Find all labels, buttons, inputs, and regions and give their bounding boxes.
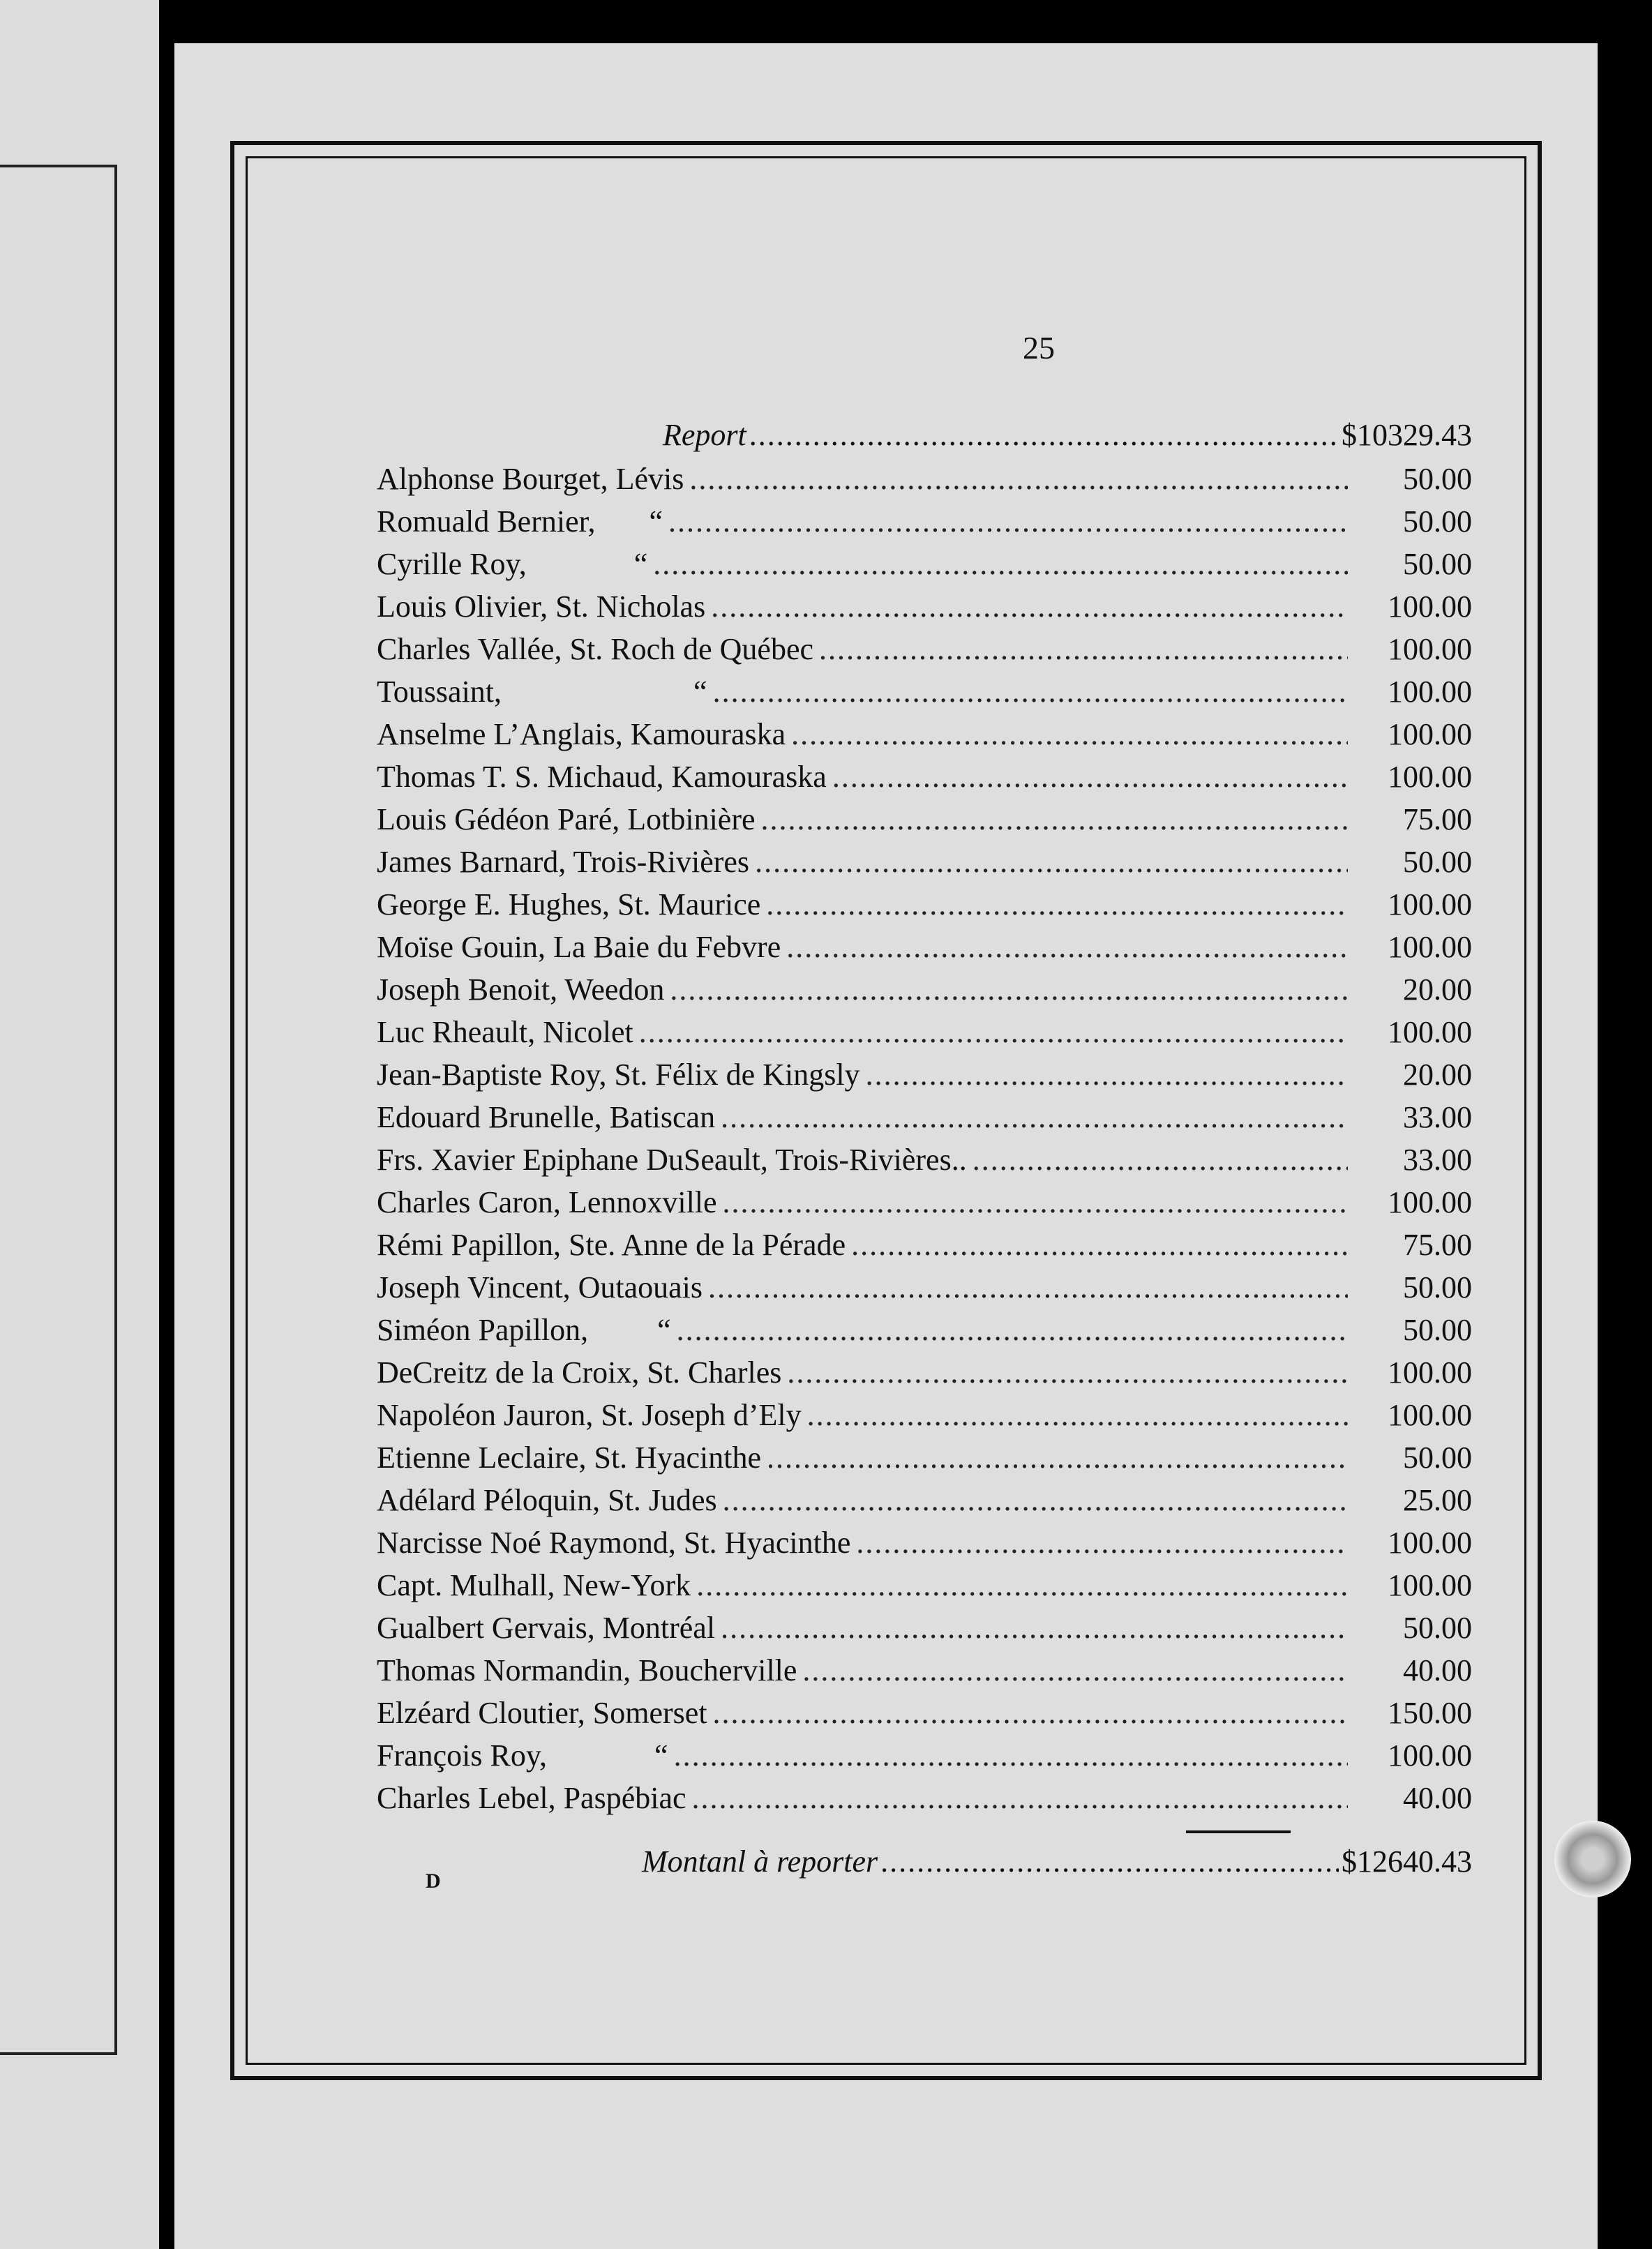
list-item [377,670,1472,713]
dot-leader [713,670,1348,713]
report-amount: $10329.43 [1342,418,1472,452]
dot-leader [696,1564,1348,1607]
dot-leader [713,1692,1348,1734]
contributor-name: Gualbert Gervais, Montréal [377,1611,716,1645]
list-item [377,1394,1472,1436]
contributor-name: Thomas Normandin, Boucherville [377,1653,797,1687]
contributor-name: Charles Vallée, St. Roch de Québec [377,632,814,666]
list-item [377,1011,1472,1053]
list-item [377,1266,1472,1309]
dot-leader [723,1181,1348,1224]
contribution-amount: 100.00 [1388,1568,1472,1602]
dot-leader [749,413,1339,458]
page-number: 25 [1023,330,1055,366]
contribution-amount: 33.00 [1403,1100,1472,1134]
total-rule [1186,1830,1291,1833]
dot-leader [786,926,1348,968]
contribution-amount: 100.00 [1388,675,1472,709]
dot-leader [721,1607,1348,1649]
dot-leader [791,713,1348,755]
total-label: Montanl à reporter [642,1844,878,1879]
contribution-amount: 100.00 [1388,760,1472,794]
contributor-name: Narcisse Noé Raymond, St. Hyacinthe [377,1526,851,1560]
contributor-name: Joseph Benoit, Weedon [377,972,665,1007]
contribution-amount: 40.00 [1403,1653,1472,1687]
contributor-name: Alphonse Bourget, Lévis [377,462,684,496]
dot-leader [639,1011,1348,1053]
top-spacer [377,280,1472,413]
dot-leader [880,1837,1339,1886]
contributor-name: Rémi Papillon, Ste. Anne de la Pérade [377,1228,846,1262]
dot-leader [802,1649,1348,1692]
dot-leader [755,841,1348,883]
list-item [377,1138,1472,1181]
contribution-amount: 100.00 [1388,1738,1472,1773]
contributor-name: Napoléon Jauron, St. Joseph d’Ely [377,1398,802,1432]
contributor-name: Jean-Baptiste Roy, St. Félix de Kingsly [377,1058,860,1092]
contributor-name: Frs. Xavier Epiphane DuSeault, Trois-Rivières.. [377,1143,967,1177]
list-item [377,500,1472,543]
report-label: Report [663,418,746,452]
list-item [377,1224,1472,1266]
contribution-amount: 33.00 [1403,1143,1472,1177]
contribution-amount: 50.00 [1403,1441,1472,1475]
contributor-name: Elzéard Cloutier, Somerset [377,1696,707,1730]
contribution-amount: 150.00 [1388,1696,1472,1730]
contribution-amount: 100.00 [1388,1398,1472,1432]
facing-page-border [0,165,117,2055]
dot-leader [674,1734,1348,1777]
contributor-name: Luc Rheault, Nicolet [377,1015,633,1049]
page-sheet [174,43,1598,2249]
list-item [377,755,1472,798]
list-item [377,543,1472,585]
contributor-list [377,458,1472,1819]
contribution-amount: 100.00 [1388,1015,1472,1049]
contributor-name: Romuald Bernier, “ [377,504,663,539]
contributor-name: Louis Gédéon Paré, Lotbinière [377,802,756,836]
dot-leader [721,1096,1348,1138]
contribution-amount: 25.00 [1403,1483,1472,1517]
contributor-name: François Roy, “ [377,1738,668,1773]
contributor-name: Toussaint, “ [377,675,707,709]
dot-leader [856,1521,1348,1564]
dot-leader [973,1138,1348,1181]
contributor-name: Joseph Vincent, Outaouais [377,1270,703,1304]
dot-leader [692,1777,1348,1819]
contribution-amount: 20.00 [1403,972,1472,1007]
contribution-amount: 50.00 [1403,1611,1472,1645]
signature-mark: D [426,1870,441,1893]
contributor-name: Adélard Péloquin, St. Judes [377,1483,717,1517]
list-item [377,1564,1472,1607]
report-row [377,413,1472,458]
contribution-amount: 40.00 [1403,1781,1472,1815]
stamp-mark [1554,1821,1631,1897]
dot-leader [766,883,1348,926]
contributor-name: James Barnard, Trois-Rivières [377,845,750,879]
dot-leader [761,798,1348,841]
list-item [377,1436,1472,1479]
dot-leader [653,543,1348,585]
contributor-name: Etienne Leclaire, St. Hyacinthe [377,1441,761,1475]
contributor-name: Charles Lebel, Paspébiac [377,1781,686,1815]
contribution-amount: 50.00 [1403,845,1472,879]
contribution-amount: 20.00 [1403,1058,1472,1092]
contributor-name: Moïse Gouin, La Baie du Febvre [377,930,781,964]
dot-leader [767,1436,1348,1479]
list-item [377,1521,1472,1564]
list-item [377,1649,1472,1692]
contribution-amount: 100.00 [1388,1355,1472,1390]
dot-leader [711,585,1348,628]
contribution-amount: 100.00 [1388,930,1472,964]
dot-leader [708,1266,1348,1309]
list-item [377,713,1472,755]
contribution-amount: 50.00 [1403,1270,1472,1304]
dot-leader [819,628,1348,670]
list-item [377,1096,1472,1138]
contribution-amount: 75.00 [1403,802,1472,836]
list-item [377,926,1472,968]
dot-leader [807,1394,1348,1436]
contribution-amount: 100.00 [1388,1526,1472,1560]
list-item [377,585,1472,628]
contributor-name: Capt. Mulhall, New-York [377,1568,691,1602]
dot-leader [723,1479,1348,1521]
contribution-amount: 100.00 [1388,887,1472,922]
dot-leader [851,1224,1348,1266]
dot-leader [670,968,1348,1011]
contributor-name: Siméon Papillon, “ [377,1313,671,1347]
total-amount: $12640.43 [1342,1844,1472,1879]
contribution-amount: 50.00 [1403,504,1472,539]
list-item [377,1181,1472,1224]
dot-leader [668,500,1348,543]
dot-leader [787,1351,1348,1394]
list-item [377,968,1472,1011]
contribution-amount: 50.00 [1403,1313,1472,1347]
list-item [377,1734,1472,1777]
contributor-name: DeCreitz de la Croix, St. Charles [377,1355,782,1390]
contributor-name: Thomas T. S. Michaud, Kamouraska [377,760,827,794]
contributor-name: Anselme L’Anglais, Kamouraska [377,717,786,751]
contribution-amount: 100.00 [1388,1185,1472,1219]
list-item [377,883,1472,926]
dot-leader [832,755,1348,798]
page-content [377,280,1472,1886]
dot-leader [689,458,1348,500]
list-item [377,1309,1472,1351]
list-item [377,1607,1472,1649]
list-item [377,1053,1472,1096]
contributor-name: Cyrille Roy, “ [377,547,648,581]
total-row [377,1837,1472,1886]
list-item [377,798,1472,841]
list-item [377,841,1472,883]
list-item [377,1351,1472,1394]
contribution-amount: 100.00 [1388,589,1472,624]
list-item [377,1692,1472,1734]
gutter [159,0,174,2249]
list-item [377,1479,1472,1521]
dot-leader [866,1053,1348,1096]
list-item [377,458,1472,500]
contribution-amount: 100.00 [1388,717,1472,751]
contribution-amount: 50.00 [1403,547,1472,581]
contribution-amount: 75.00 [1403,1228,1472,1262]
list-item [377,1777,1472,1819]
contribution-amount: 100.00 [1388,632,1472,666]
contributor-name: Edouard Brunelle, Batiscan [377,1100,716,1134]
contributor-name: Louis Olivier, St. Nicholas [377,589,706,624]
facing-page-edge [0,0,159,2249]
contributor-name: Charles Caron, Lennoxville [377,1185,717,1219]
contribution-amount: 50.00 [1403,462,1472,496]
list-item [377,628,1472,670]
contributor-name: George E. Hughes, St. Maurice [377,887,761,922]
dot-leader [677,1309,1348,1351]
